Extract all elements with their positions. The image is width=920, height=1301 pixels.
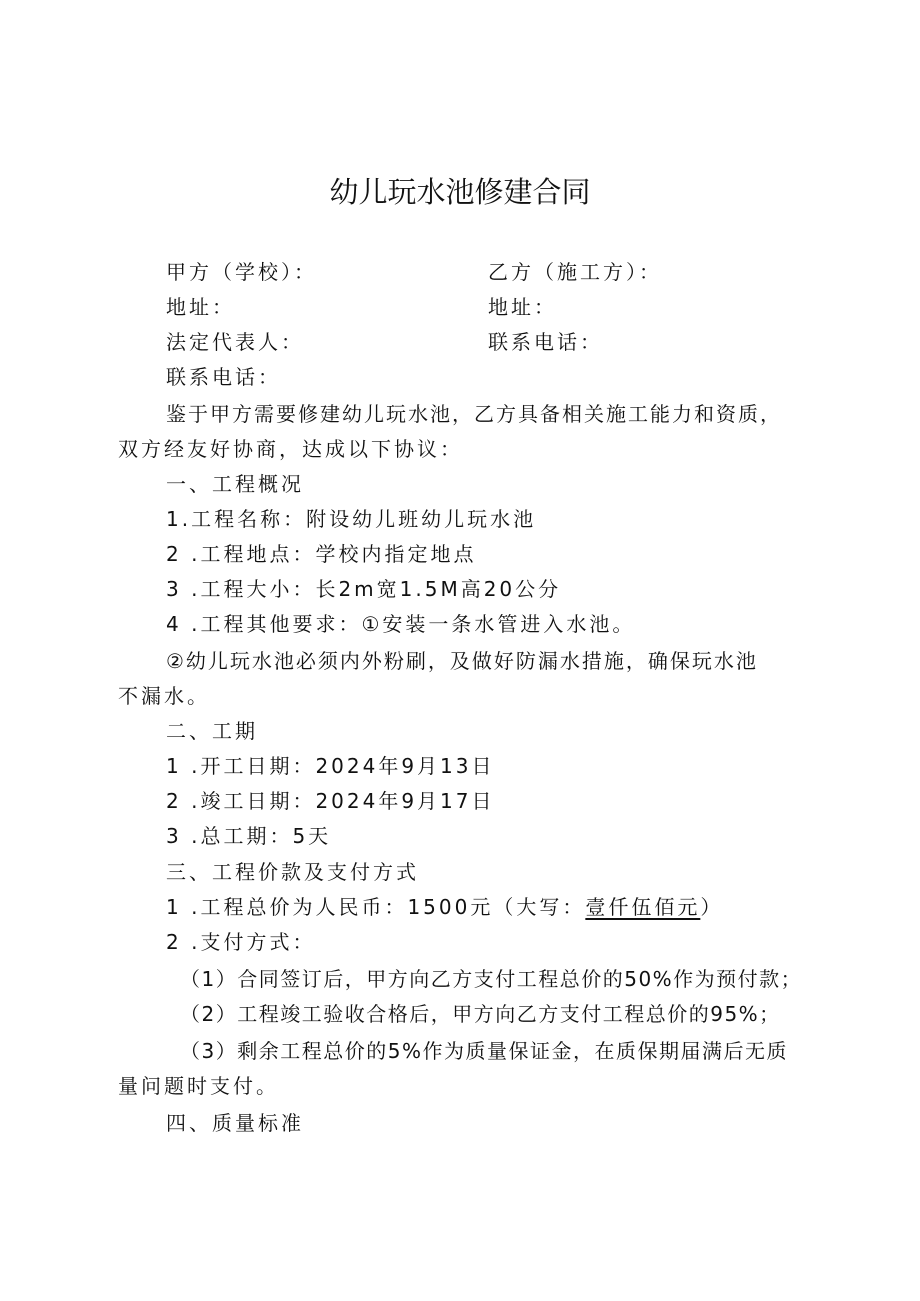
party-b-address: 地址：: [488, 295, 557, 319]
section-1-item-4: 4 .工程其他要求：①安装一条水管进入水池。: [166, 612, 636, 636]
section-1-item-4-cont-2: 不漏水。: [118, 684, 210, 708]
section-3-heading: 三、工程价款及支付方式: [166, 860, 419, 884]
section-1-item-1: 1.工程名称：附设幼儿班幼儿玩水池: [166, 507, 537, 531]
section-4-heading: 四、质量标准: [166, 1111, 304, 1135]
party-b-label: 乙方（施工方）：: [488, 260, 662, 284]
party-a-legal-rep: 法定代表人：: [166, 330, 304, 354]
party-a-label: 甲方（学校）：: [166, 260, 317, 284]
preamble-line-1: 鉴于甲方需要修建幼儿玩水池，乙方具备相关施工能力和资质，: [166, 402, 782, 426]
section-1-item-3: 3 .工程大小：长2m宽1.5M高20公分: [166, 577, 562, 601]
payment-step-1: （1）合同签订后，甲方向乙方支付工程总价的50%作为预付款；: [180, 967, 803, 991]
section-2-item-2: 2 .竣工日期：2024年9月17日: [166, 789, 495, 813]
section-2-heading: 二、工期: [166, 719, 258, 743]
section-1-item-4-cont-1: ②幼儿玩水池必须内外粉刷，及做好防漏水措施，确保玩水池: [166, 649, 758, 673]
section-1-item-2: 2 .工程地点：学校内指定地点: [166, 542, 477, 566]
preamble-line-2: 双方经友好协商，达成以下协议：: [118, 437, 463, 461]
section-3-item-2: 2 .支付方式：: [166, 930, 316, 954]
party-a-phone: 联系电话：: [166, 365, 281, 389]
party-b-phone: 联系电话：: [488, 330, 603, 354]
section-1-heading: 一、工程概况: [166, 472, 304, 496]
section-3-item-1: [166, 892, 723, 922]
section-3-item-1-prefix: 1 .工程总价为人民币：1500元（大写：: [166, 895, 586, 919]
payment-step-2: （2）工程竣工验收合格后，甲方向乙方支付工程总价的95%；: [180, 1002, 781, 1026]
payment-step-3-line-2: 量问题时支付。: [118, 1074, 279, 1098]
payment-step-3-line-1: （3）剩余工程总价的5%作为质量保证金，在质保期届满后无质: [180, 1039, 788, 1063]
section-2-item-3: 3 .总工期：5天: [166, 824, 332, 848]
party-a-address: 地址：: [166, 295, 235, 319]
section-2-item-1: 1 .开工日期：2024年9月13日: [166, 754, 495, 778]
amount-in-words: 壹仟伍佰元: [585, 895, 701, 919]
document-title: 幼儿玩水池修建合同: [329, 175, 591, 209]
section-3-item-1-suffix: ）: [700, 895, 724, 919]
